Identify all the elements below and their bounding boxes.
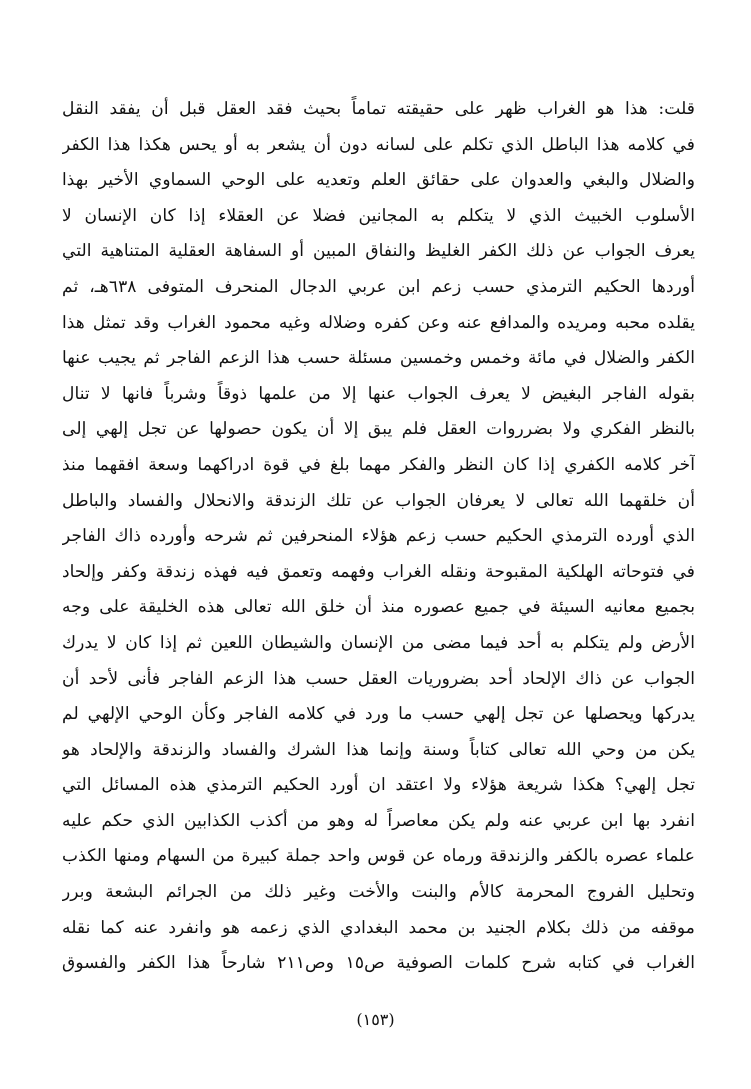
text-line: قلت: هذا هو الغراب ظهر على حقيقته تماماً بحيث فقد العقل قبل أن يفقد النقل xyxy=(62,99,695,119)
text-line: أن خلقهما الله تعالى لا يعرفان الجواب عن تلك الزندقة والانحلال والفساد والباطل xyxy=(62,490,695,511)
text-line: الجواب عن ذاك الإلحاد أحد بضروريات العقل حسب هذا الزعم الفاجر فأنى لأحد أن xyxy=(62,668,695,689)
page-number: (١٥٣) xyxy=(356,1010,395,1029)
text-line: علماء عصره بالكفر والزندقة ورماه عن قوس واحد جملة كبيرة من السهام ومنها الكذب xyxy=(62,846,695,867)
text-line: الأرض ولم يتكلم به أحد فيما مضى من الإنسان والشيطان اللعين ثم إذا كان لا يدرك xyxy=(62,632,695,653)
text-line: يقلده محبه ومريده والمدافع عنه وعن كفره وضلاله وغيه محمود الغراب وقد تمثل هذا xyxy=(62,312,695,333)
text-line: انفرد بها ابن عربي عنه ولم يكن معاصراً له وهو من أكذب الكذابين الذي حكم عليه xyxy=(62,810,695,831)
text-line: بقوله الفاجر البغيض لا يعرف الجواب عنها إلا من علمها ذوقاً وشرباً فانها لا تنال xyxy=(62,383,695,404)
text-line: والضلال والبغي والعدوان على حقائق العلم وتعديه على الوحي السماوي الأخير بهذا xyxy=(62,170,695,191)
text-line: بالنظر الفكري ولا بضرروات العقل فلم يبق إلا أن يكون حصولها عن تجل إلهي إلى xyxy=(62,419,695,440)
text-line: آخر كلامه الكفري إذا كان النظر والفكر مهما بلغ في قوة ادراكهما وسعة افقهما منذ xyxy=(62,454,695,475)
text-line: يدركها ويحصلها عن تجل إلهي حسب ما ورد في كلامه الفاجر وكأن الوحي الإلهي لم xyxy=(62,704,695,725)
text-line: موقفه من ذلك بكلام الجنيد بن محمد البغدادي الذي زعمه هو وانفرد عنه كما نقله xyxy=(62,917,695,938)
text-line: يعرف الجواب عن ذلك الكفر الغليظ والنفاق المبين أو السفاهة العقلية المتناهية التي xyxy=(62,241,695,262)
text-line: وتحليل الفروج المحرمة كالأم والبنت والأخت وغير ذلك من الجرائم البشعة وبرر xyxy=(62,882,695,903)
text-line: بجميع معانيه السيئة في جميع عصوره منذ أن خلق الله تعالى هذه الخليقة على وجه xyxy=(62,597,695,618)
text-line: في كلامه هذا الباطل الذي تكلم على لسانه دون أن يشعر به أو يحس هكذا هذا الكفر xyxy=(62,134,695,155)
text-line: في فتوحاته الهلكية المقبوحة ونقله الغراب وفهمه وتعمق فيه فهذه زندقة وكفر وإلحاد xyxy=(62,561,695,582)
text-line: الغراب في كتابه شرح كلمات الصوفية ص١٥ وص٢١١ شارحاً هذا الكفر والفسوق xyxy=(62,953,695,974)
text-line: الذي أورده الترمذي الحكيم حسب زعم هؤلاء المنحرفين ثم شرحه وأورده ذاك الفاجر xyxy=(62,526,695,547)
text-line: الكفر والضلال في مائة وخمس وخمسين مسئلة حسب هذا الزعم الفاجر ثم يجيب عنها xyxy=(62,348,695,369)
text-line: يكن من وحي الله تعالى كتاباً وسنة وإنما هذا الشرك والفساد والزندقة والإلحاد هو xyxy=(62,739,695,760)
text-line: تجل إلهي؟ هكذا شريعة هؤلاء ولا اعتقد ان أورد الحكيم الترمذي هذه المسائل التي xyxy=(62,775,695,796)
text-line: أوردها الحكيم الترمذي حسب زعم ابن عربي الدجال المنحرف المتوفى ٦٣٨هـ، ثم xyxy=(62,276,695,297)
body-text xyxy=(62,92,695,982)
text-line: الأسلوب الخبيث الذي لا يتكلم به المجانين فضلا عن العقلاء إذا كان الإنسان لا xyxy=(62,205,695,226)
